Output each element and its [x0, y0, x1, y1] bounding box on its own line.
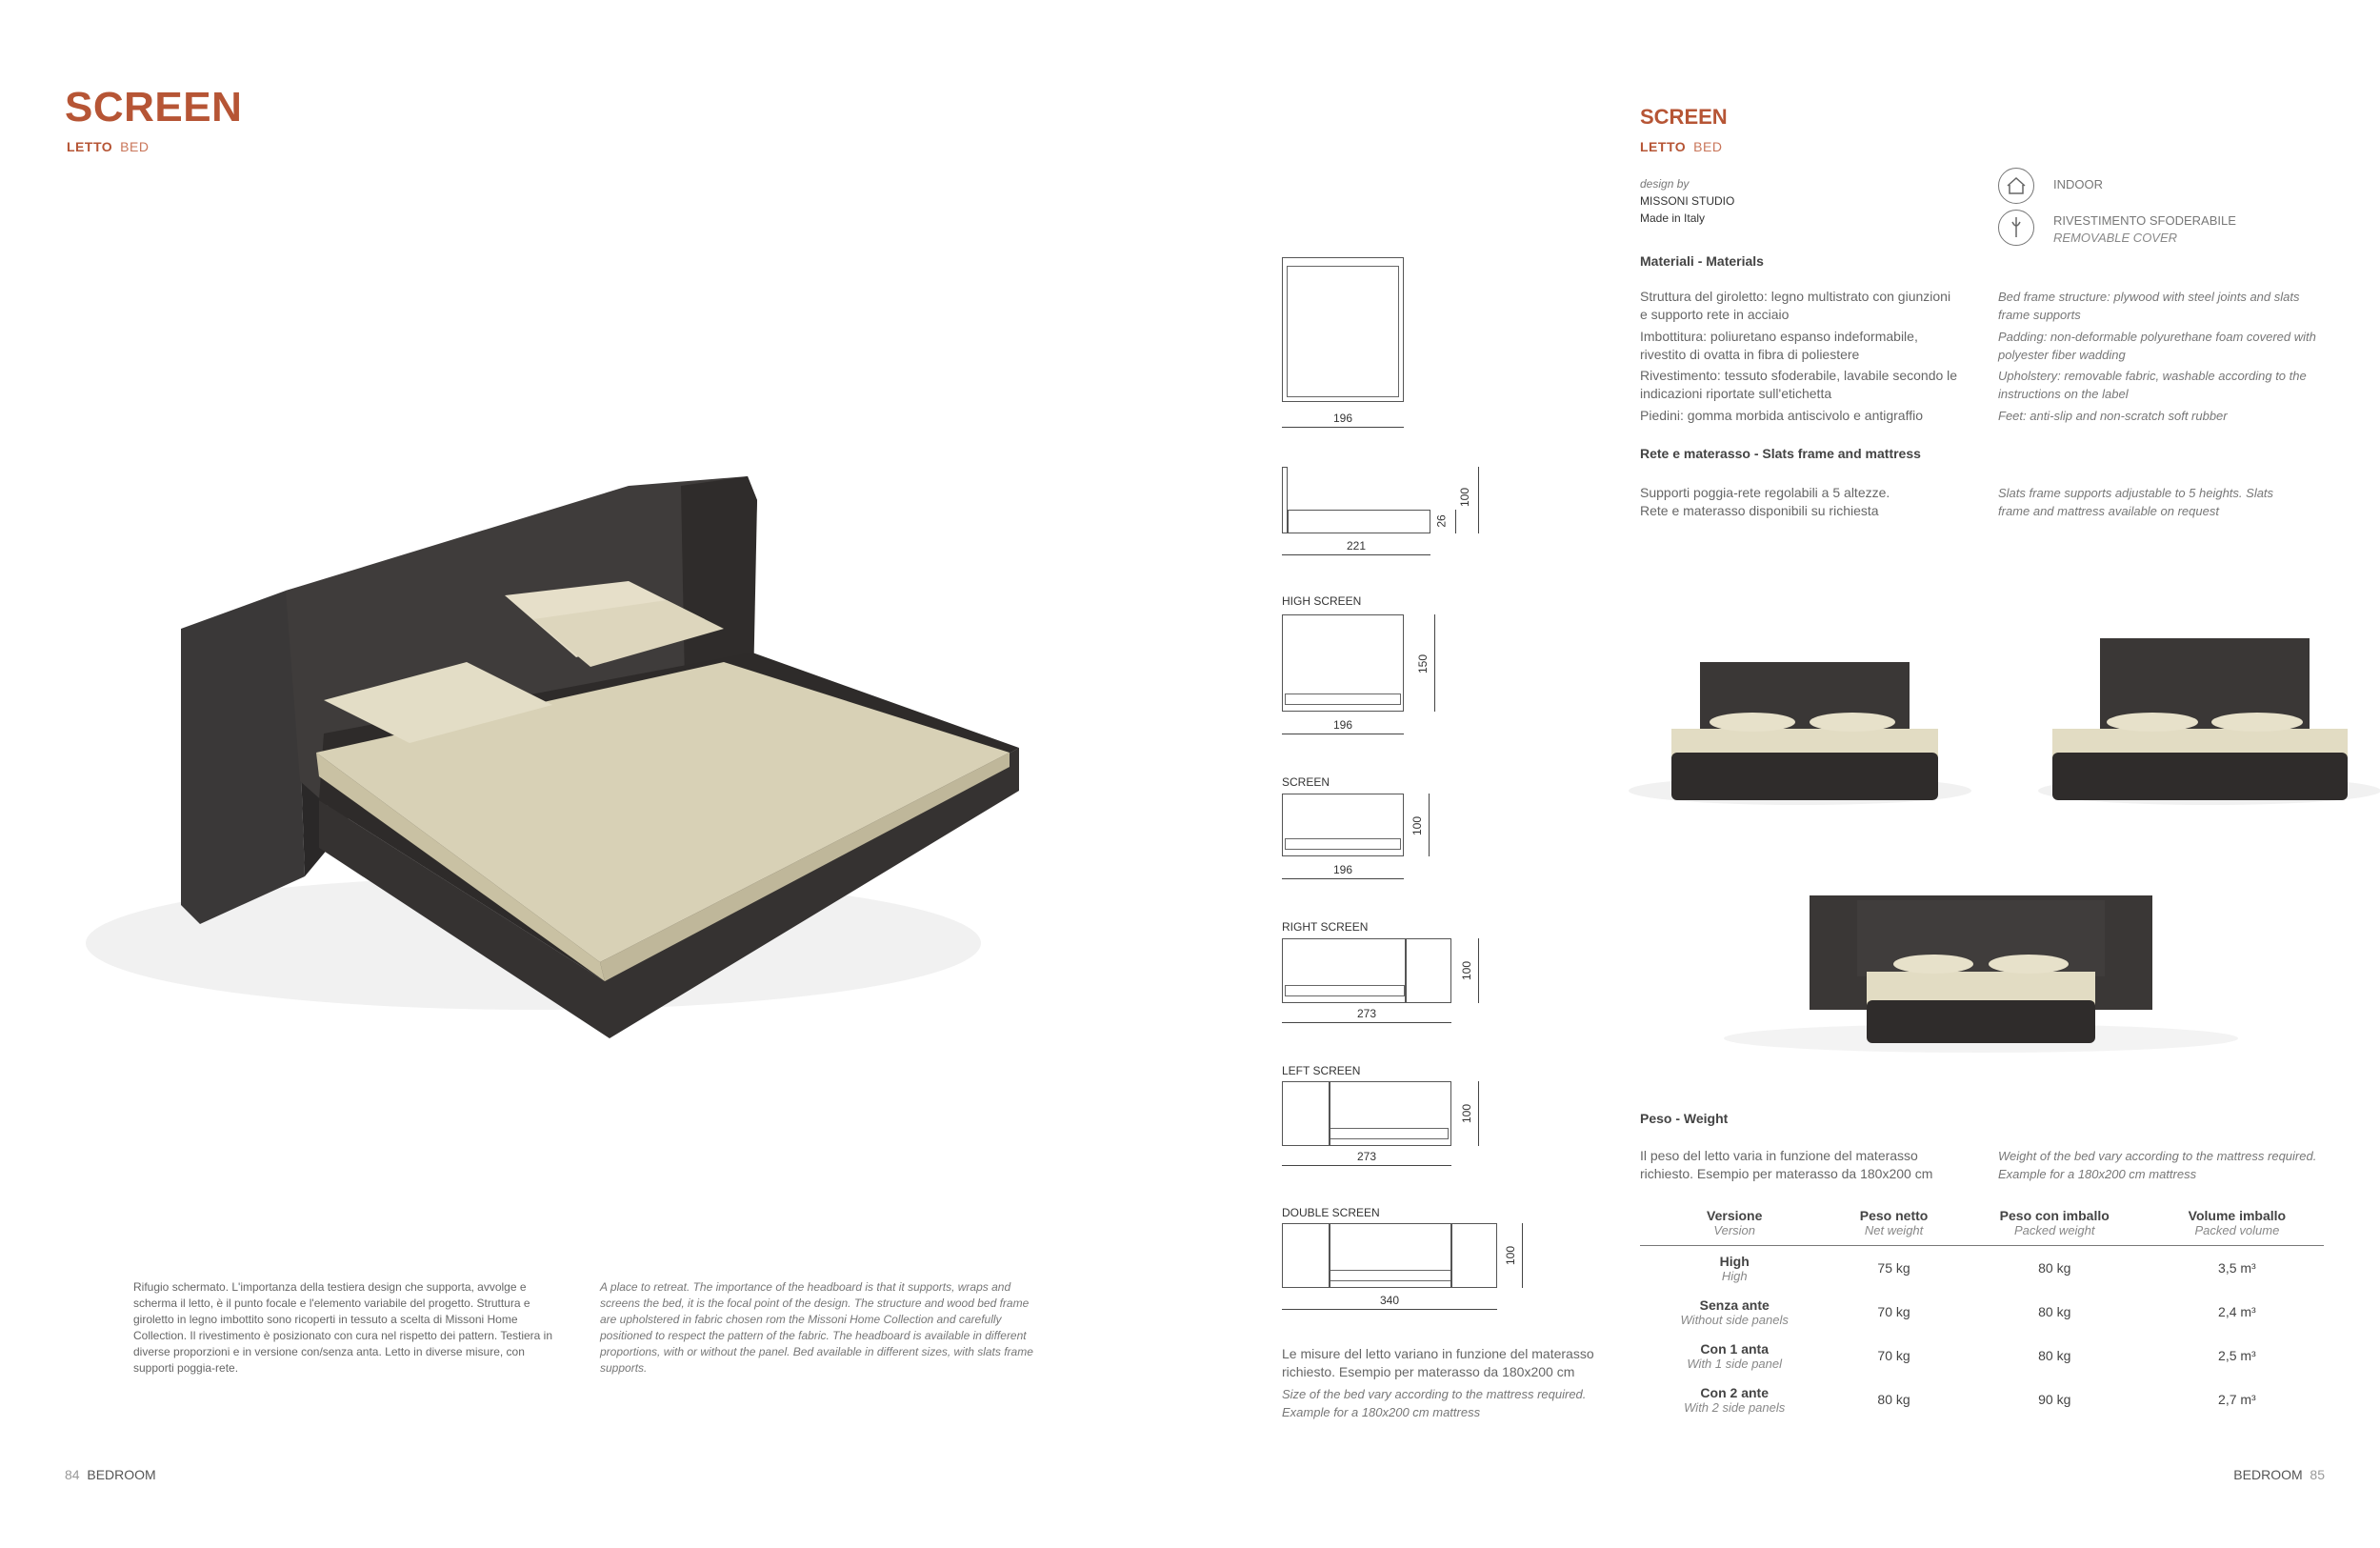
label-screen: SCREEN [1282, 775, 1330, 789]
col-version: Versione Version [1640, 1208, 1829, 1246]
material-it-2: Rivestimento: tessuto sfoderabile, lavabile secondo le indicazioni riportate sull'etichetta [1640, 368, 1958, 401]
weight-table [1640, 1208, 2324, 1421]
right-subtitle [1640, 139, 1722, 154]
design-by: design by [1640, 177, 1690, 191]
page-number-left: 84 [65, 1467, 80, 1482]
weight-text-en: Weight of the bed vary according to the mattress required. Example for a 180x200 cm mattress [1998, 1149, 2317, 1181]
dim-high-height: 150 [1416, 653, 1430, 674]
dim-high-width: 196 [1332, 718, 1353, 732]
dim-double-width: 340 [1379, 1294, 1400, 1307]
drawing-top-view [1282, 257, 1404, 402]
right-subtitle-en: BED [1693, 139, 1723, 154]
table-header-row [1640, 1208, 2324, 1246]
dim-screen-height: 100 [1410, 815, 1425, 836]
description-it: Rifugio schermato. L'importanza della testiera design che supporta, avvolge e scherma il letto, è il punto focale e l'elemento variabile del progetto. Struttura e giroletto in legno imbottito sono ricoperti in tessuto a scelta di Missoni Home Collection. Il rivestimento è posizionato con cura nel rispetto dei pattern. Testiera in diverse proporzioni e in versione con/senza anta. Letto in diverse misure, con supporti poggia-rete. [133, 1280, 553, 1375]
dim-side-length: 221 [1346, 539, 1367, 553]
weight-heading: Peso - Weight [1640, 1111, 1729, 1126]
dim-left-width: 273 [1356, 1150, 1377, 1163]
drawing-high-screen [1282, 614, 1404, 712]
house-icon [1998, 168, 2034, 204]
drawings-note-it: Le misure del letto variano in funzione del materasso richiesto. Esempio per materasso da 180x200 cm [1282, 1346, 1594, 1379]
page-number-right: 85 [2310, 1467, 2325, 1482]
drawing-screen [1282, 794, 1404, 856]
material-en-2: Upholstery: removable fabric, washable according to the instructions on the label [1998, 369, 2307, 401]
indoor-label: INDOOR [2053, 177, 2103, 191]
material-en-1: Padding: non-deformable polyurethane foam covered with polyester fiber wadding [1998, 330, 2316, 362]
weight-text-it: Il peso del letto varia in funzione del materasso richiesto. Esempio per materasso da 180x200 cm [1640, 1148, 1933, 1181]
description-en: A place to retreat. The importance of the headboard is that it supports, wraps and screens the bed, it is the focal point of the design. The structure and wood bed frame are upholstered in fabric chosen rom the Missoni Home Collection and carefully positioned to respect the pattern of the fabric. The headboard is available in different proportions, with or without the panel. Bed available in different sizes, with slats frame supports. [600, 1280, 1033, 1375]
col-packed-volume: Volume imballo Packed volume [2150, 1208, 2324, 1246]
label-high-screen: HIGH SCREEN [1282, 594, 1362, 608]
footer-left [65, 1467, 156, 1482]
col-packed-weight: Peso con imballo Packed weight [1959, 1208, 2150, 1246]
right-subtitle-it: LETTO [1640, 139, 1687, 154]
removable-cover-it: RIVESTIMENTO SFODERABILE [2053, 213, 2236, 228]
dim-right-height: 100 [1460, 960, 1474, 981]
designer-name: MISSONI STUDIO [1640, 194, 1735, 208]
section-name-right: BEDROOM [2233, 1467, 2303, 1482]
bed-photo-double-screen [1714, 886, 2248, 1057]
dim-double-height: 100 [1504, 1245, 1518, 1266]
drawing-left-screen [1282, 1081, 1451, 1146]
slats-heading: Rete e materasso - Slats frame and mattress [1640, 446, 1921, 461]
bed-main-photo [57, 448, 1048, 1057]
slats-text-en: Slats frame supports adjustable to 5 heights. Slats frame and mattress available on request [1998, 486, 2274, 518]
subtitle-en: BED [120, 139, 150, 154]
material-it-1: Imbottitura: poliuretano espanso indeformabile, rivestito di ovatta in fibra di poliestere [1640, 329, 1918, 362]
label-right-screen: RIGHT SCREEN [1282, 920, 1369, 934]
drawing-side-base [1288, 510, 1430, 533]
dim-side-h2: 26 [1434, 514, 1449, 528]
removable-cover-en: REMOVABLE COVER [2053, 231, 2178, 245]
table-row: High High 75 kg 80 kg 3,5 m³ [1719, 1253, 2256, 1283]
dim-screen-width: 196 [1332, 863, 1353, 876]
material-en-3: Feet: anti-slip and non-scratch soft rubber [1998, 409, 2228, 423]
slats-text-it: Supporti poggia-rete regolabili a 5 altezze. Rete e materasso disponibili su richiesta [1640, 485, 1890, 518]
material-it-0: Struttura del giroletto: legno multistrato con giunzioni e supporto rete in acciaio [1640, 289, 1951, 322]
dim-top-width: 196 [1332, 412, 1353, 425]
subtitle-it: LETTO [67, 139, 113, 154]
page-title: SCREEN [65, 84, 243, 131]
section-name-left: BEDROOM [87, 1467, 156, 1482]
table-row: Con 1 anta With 1 side panel 70 kg 80 kg 2,5 m³ [1687, 1340, 2256, 1371]
needle-icon [1998, 210, 2034, 246]
right-title: SCREEN [1640, 105, 1728, 129]
drawing-right-screen [1282, 938, 1451, 1003]
drawings-note-en: Size of the bed vary according to the mattress required. Example for a 180x200 cm mattress [1282, 1387, 1587, 1419]
product-subtitle [67, 139, 149, 154]
dim-side-h1: 100 [1458, 487, 1472, 508]
col-net-weight: Peso netto Net weight [1829, 1208, 1958, 1246]
dim-right-width: 273 [1356, 1007, 1377, 1020]
footer-right [2233, 1467, 2325, 1482]
table-row: Senza ante Without side panels 70 kg 80 kg 2,4 m³ [1680, 1297, 2256, 1327]
label-double-screen: DOUBLE SCREEN [1282, 1206, 1380, 1219]
dim-left-height: 100 [1460, 1103, 1474, 1124]
bed-photo-screen [2019, 629, 2380, 810]
bed-photo-high [1619, 648, 1981, 810]
material-en-0: Bed frame structure: plywood with steel joints and slats frame supports [1998, 290, 2300, 322]
material-it-3: Piedini: gomma morbida antiscivolo e antigraffio [1640, 408, 1924, 423]
made-in: Made in Italy [1640, 211, 1706, 225]
table-row: Con 2 ante With 2 side panels 80 kg 90 kg 2,7 m³ [1684, 1384, 2256, 1415]
drawing-double-screen [1282, 1223, 1497, 1288]
label-left-screen: LEFT SCREEN [1282, 1064, 1361, 1077]
materials-heading: Materiali - Materials [1640, 253, 1764, 269]
